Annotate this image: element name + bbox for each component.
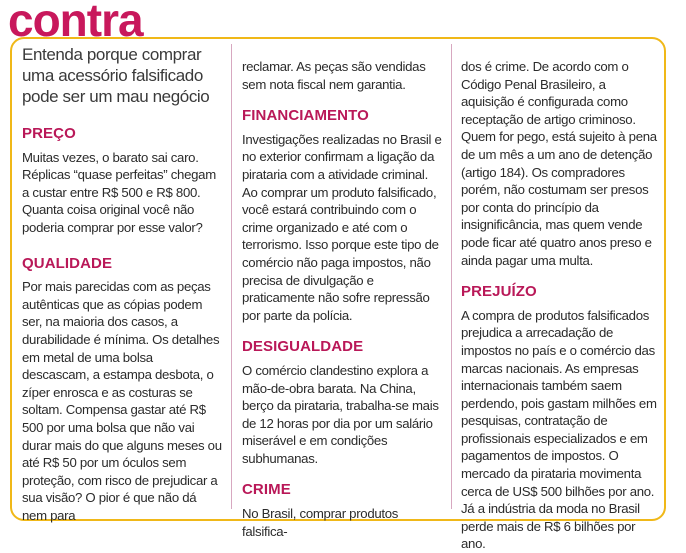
column-2 <box>242 58 444 540</box>
text-prejuizo: A compra de produtos falsificados prejudica a arrecadação de impostos no país e o comércio das marcas nacionais. As empresas internacionais também saem perdendo, pois gastam milhões em pesquisas, contratação de profissionais especializados e em pagamentos de impostos. O mercado da pirataria movimenta cerca de US$ 500 bilhões por ano. Já a indústria da moda no Brasil perde mais de R$ 6 bilhões por ano. <box>461 307 657 552</box>
intro-text: Entenda porque comprar uma acessório falsificado pode ser um mau negócio <box>22 45 210 106</box>
heading-crime: CRIME <box>242 481 291 499</box>
text-crime: No Brasil, comprar produtos falsifica- <box>242 506 399 539</box>
column-divider <box>231 44 232 509</box>
heading-financiamento: FINANCIAMENTO <box>242 107 369 125</box>
page-title: contra <box>8 0 143 46</box>
column-1 <box>22 44 222 524</box>
heading-desigualdade: DESIGUALDADE <box>242 338 364 356</box>
heading-qualidade: QUALIDADE <box>22 254 113 272</box>
text-qualidade: Por mais parecidas com as peças autênticas que as cópias podem ser, na maioria dos casos, a durabilidade é mínima. Os detalhes em metal de uma bolsa descascam, a estampa desbota, o zíper enrosca e as costuras se soltam. Compensa gastar até R$ 500 por uma bolsa que não vai durar mais do que alguns meses ou até R$ 50 por um óculos sem proteção, com risco de prejudicar a sua visão? O pior é que não dá nem para <box>22 279 222 523</box>
column-divider <box>451 44 452 509</box>
text-desigualdade: O comércio clandestino explora a mão-de-obra barata. Na China, berço da pirataria, trabalha-se mais de 12 horas por dia por um salário miserável e em condições subhumanas. <box>242 362 439 466</box>
heading-prejuizo: PREJUÍZO <box>461 283 537 301</box>
column-3 <box>461 58 661 553</box>
heading-preco: PREÇO <box>22 125 76 142</box>
text-preco: Muitas vezes, o barato sai caro. Réplicas “quase perfeitas” chegam a custar entre R$ 500 e R$ 800. Quanta coisa original você não poderia comprar por esse valor? <box>22 149 216 235</box>
text-qualidade-cont: reclamar. As peças são vendidas sem nota fiscal nem garantia. <box>242 59 426 92</box>
text-financiamento: Investigações realizadas no Brasil e no exterior confirmam a ligação da pirataria com a atividade criminal. Ao comprar um produto falsificado, você estará contribuindo com o crime organizado e até com o terrorismo. Isso porque este tipo de comércio não paga impostos, não precisa de divulgação e praticamente não sofre repressão por parte da polícia. <box>242 131 442 323</box>
text-crime-cont: dos é crime. De acordo com o Código Penal Brasileiro, a aquisição é configurada como receptação de artigo criminoso. Quem for pego, está sujeito à pena de um mês a um ano de detenção (artigo 184). Os compradores porém, não costumam ser presos por conta do princípio da insignificância, mas quem vende pode ficar até quatro anos preso e ainda pagar uma multa. <box>461 59 657 268</box>
